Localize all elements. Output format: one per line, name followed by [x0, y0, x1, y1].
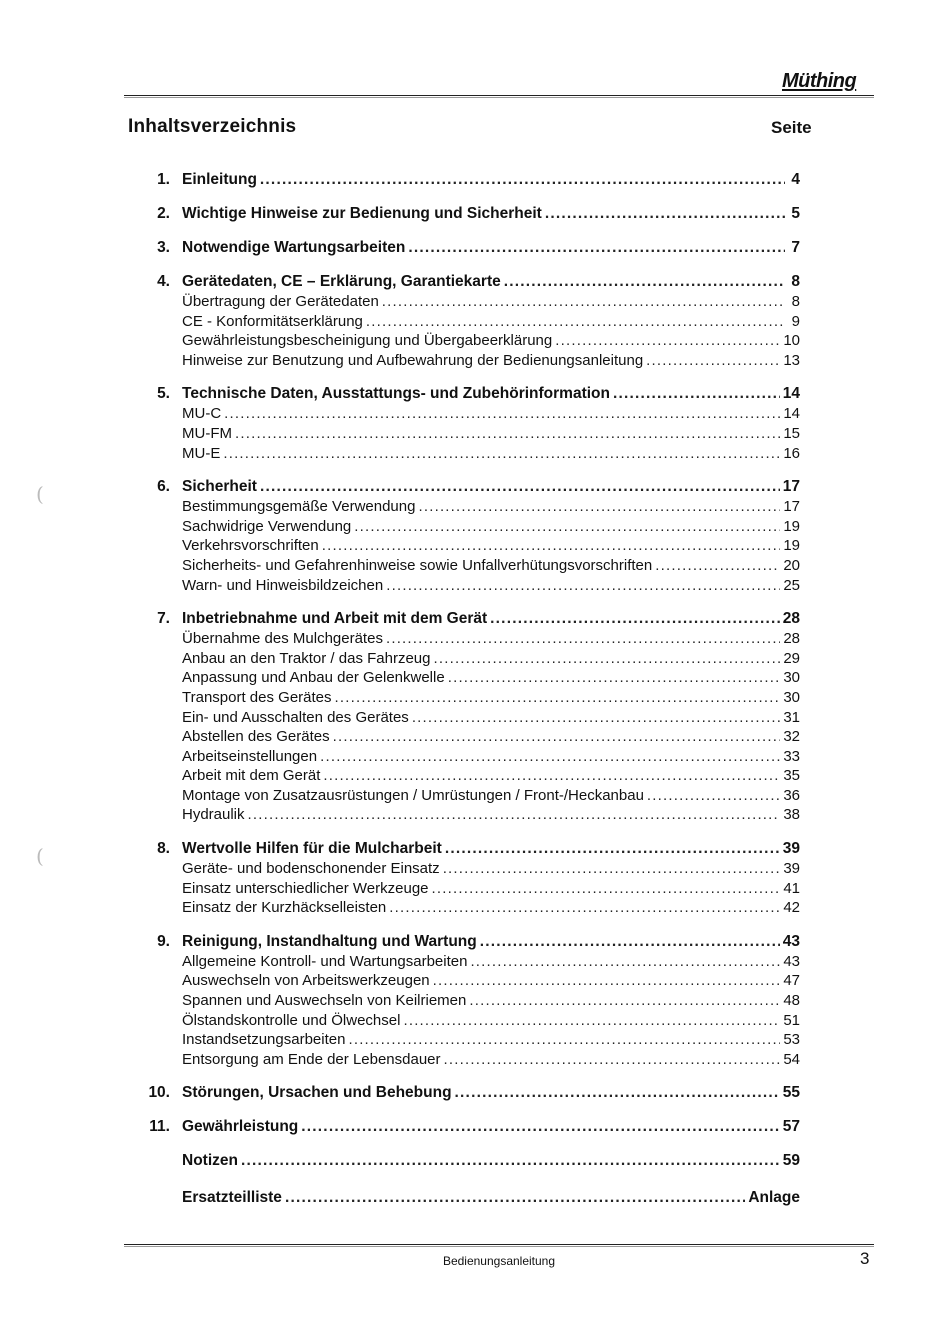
- toc-subentry-title: Sachwidrige Verwendung: [182, 517, 352, 535]
- toc-subentry-page: 54: [783, 1050, 800, 1068]
- toc-subentry-title: Hydraulik: [182, 806, 245, 824]
- toc-subentry-page: 47: [783, 972, 800, 990]
- toc-subentry[interactable]: [148, 292, 800, 312]
- toc-entry-number: 9.: [157, 932, 170, 950]
- toc-entry-title: Technische Daten, Ausstattungs- und Zubehörinformation: [182, 385, 610, 403]
- toc-subentry-page: 30: [783, 688, 800, 706]
- toc-entry-page: 17: [782, 478, 800, 496]
- toc-subentry-title: Ölstandskontrolle und Ölwechsel: [182, 1011, 401, 1029]
- leader-dots: [655, 556, 780, 576]
- leader-dots: [241, 1151, 780, 1171]
- toc-subentry[interactable]: [148, 576, 800, 596]
- toc-section: [148, 272, 800, 370]
- toc-subentry-page: 35: [783, 767, 800, 785]
- toc-subentry[interactable]: [148, 536, 800, 556]
- table-of-contents: [148, 170, 800, 1225]
- toc-entry-number: 6.: [157, 478, 170, 496]
- toc-entry[interactable]: [148, 932, 800, 952]
- leader-dots: [412, 708, 781, 728]
- leader-dots: [260, 170, 785, 190]
- toc-subentry-page: 32: [783, 728, 800, 746]
- toc-subentry-title: Arbeitseinstellungen: [182, 747, 318, 765]
- toc-subentry-page: 39: [783, 860, 800, 878]
- toc-entry-title: Einleitung: [182, 171, 257, 188]
- toc-subentry[interactable]: [148, 1050, 800, 1070]
- toc-subentry[interactable]: [148, 312, 800, 332]
- leader-dots: [224, 404, 780, 424]
- toc-subentry-title: Gewährleistungsbescheinigung und Übergabeerklärung: [182, 332, 553, 350]
- toc-subentry-title: MU-FM: [182, 424, 232, 442]
- toc-entry[interactable]: [148, 238, 800, 258]
- toc-subentry-page: 10: [783, 332, 800, 350]
- toc-subentry[interactable]: [148, 708, 800, 728]
- toc-subentry-title: Arbeit mit dem Gerät: [182, 767, 321, 785]
- toc-entry[interactable]: [148, 384, 800, 404]
- toc-subentry[interactable]: [148, 952, 800, 972]
- toc-subentry-page: 19: [783, 537, 800, 555]
- toc-entry-page: 43: [782, 932, 800, 950]
- toc-entry-number: 4.: [157, 273, 170, 290]
- toc-entry[interactable]: [148, 839, 800, 859]
- toc-subentry-title: Verkehrsvorschriften: [182, 537, 319, 555]
- toc-subentry[interactable]: [148, 688, 800, 708]
- toc-section: [148, 477, 800, 595]
- toc-subentry-title: Anpassung und Anbau der Gelenkwelle: [182, 669, 445, 687]
- toc-subentry-page: 17: [783, 498, 800, 516]
- leader-dots: [354, 517, 780, 537]
- toc-entry-page: 59: [782, 1152, 800, 1170]
- toc-section: [148, 1188, 800, 1208]
- toc-subentry-title: Anbau an den Traktor / das Fahrzeug: [182, 649, 431, 667]
- logo: [782, 70, 874, 92]
- leader-dots: [445, 839, 780, 859]
- margin-mark: (: [36, 844, 44, 868]
- leader-dots: [223, 444, 780, 464]
- leader-dots: [260, 477, 780, 497]
- leader-dots: [403, 1011, 780, 1031]
- leader-dots: [480, 932, 780, 952]
- toc-entry-number: 1.: [157, 171, 170, 188]
- leader-dots: [555, 331, 780, 351]
- toc-entry-page: 28: [782, 610, 800, 628]
- toc-subentry-page: 33: [783, 747, 800, 765]
- toc-entry-page: 4: [791, 171, 800, 188]
- toc-subentry[interactable]: [148, 331, 800, 351]
- leader-dots: [386, 629, 780, 649]
- toc-entry-page: 57: [782, 1118, 800, 1136]
- toc-entry-title: Notizen: [182, 1152, 238, 1170]
- toc-entry[interactable]: [148, 1151, 800, 1171]
- toc-subentry[interactable]: [148, 1030, 800, 1050]
- toc-subentry[interactable]: [148, 649, 800, 669]
- toc-subentry-page: 29: [783, 649, 800, 667]
- toc-subentry[interactable]: [148, 404, 800, 424]
- toc-entry-page: 39: [782, 840, 800, 858]
- leader-dots: [335, 688, 781, 708]
- toc-section: [148, 238, 800, 258]
- leader-dots: [646, 351, 780, 371]
- toc-subentry[interactable]: [148, 424, 800, 444]
- leader-dots: [323, 766, 780, 786]
- footer-rule: [124, 1244, 874, 1245]
- logo-text: Müthing: [782, 70, 857, 92]
- footer-document-type: Bedienungsanleitung: [442, 1254, 556, 1268]
- toc-entry-title: Sicherheit: [182, 478, 257, 496]
- leader-dots: [470, 952, 780, 972]
- toc-subentry-title: Auswechseln von Arbeitswerkzeugen: [182, 972, 430, 990]
- toc-subentry-title: Instandsetzungsarbeiten: [182, 1031, 346, 1049]
- toc-subentry-title: Hinweise zur Benutzung und Aufbewahrung der Bedienungsanleitung: [182, 351, 644, 369]
- toc-section: [148, 204, 800, 224]
- toc-entry[interactable]: [148, 204, 800, 224]
- toc-subentry-title: Übernahme des Mulchgerätes: [182, 630, 383, 648]
- toc-subentry-title: CE - Konformitätserklärung: [182, 312, 363, 330]
- toc-section: [148, 1117, 800, 1137]
- toc-subentry-page: 41: [783, 879, 800, 897]
- leader-dots: [434, 649, 781, 669]
- toc-entry-page: 55: [782, 1084, 800, 1102]
- leader-dots: [301, 1117, 779, 1137]
- leader-dots: [408, 238, 785, 258]
- toc-entry-title: Notwendige Wartungsarbeiten: [182, 239, 406, 256]
- leader-dots: [285, 1188, 745, 1208]
- toc-section: [148, 1151, 800, 1171]
- toc-subentry-page: 30: [783, 669, 800, 687]
- toc-entry-title: Inbetriebnahme und Arbeit mit dem Gerät: [182, 610, 488, 628]
- toc-subentry-title: MU-E: [182, 444, 221, 462]
- leader-dots: [366, 312, 785, 332]
- toc-subentry-title: Bestimmungsgemäße Verwendung: [182, 498, 416, 516]
- toc-subentry-title: Entsorgung am Ende der Lebensdauer: [182, 1050, 441, 1068]
- leader-dots: [433, 971, 781, 991]
- toc-entry-title: Wichtige Hinweise zur Bedienung und Sicherheit: [182, 205, 542, 222]
- leader-dots: [248, 805, 781, 825]
- page-column-label: Seite: [771, 118, 812, 137]
- toc-subentry-page: 25: [783, 576, 800, 594]
- toc-entry[interactable]: [148, 477, 800, 497]
- leader-dots: [545, 204, 785, 224]
- toc-subentry-page: 53: [783, 1031, 800, 1049]
- footer-page-number: 3: [860, 1249, 870, 1268]
- toc-subentry[interactable]: [148, 747, 800, 767]
- toc-subentry[interactable]: [148, 805, 800, 825]
- page-title: Inhaltsverzeichnis: [128, 116, 297, 137]
- toc-entry-title: Gewährleistung: [182, 1118, 299, 1136]
- header-rule: [124, 95, 874, 96]
- toc-subentry-title: Abstellen des Gerätes: [182, 728, 330, 746]
- leader-dots: [235, 424, 780, 444]
- toc-subentry-title: Einsatz der Kurzhäckselleisten: [182, 899, 387, 917]
- toc-subentry-title: Übertragung der Gerätedaten: [182, 293, 379, 310]
- leader-dots: [490, 609, 780, 629]
- toc-entry-number: 3.: [157, 239, 170, 256]
- toc-entry[interactable]: [148, 1188, 800, 1208]
- header-rule-secondary: [124, 97, 874, 98]
- toc-subentry-page: 14: [783, 405, 800, 423]
- toc-entry-page: Anlage: [748, 1189, 800, 1207]
- toc-subentry[interactable]: [148, 879, 800, 899]
- toc-subentry[interactable]: [148, 629, 800, 649]
- toc-subentry[interactable]: [148, 766, 800, 786]
- toc-entry-number: 7.: [157, 610, 170, 628]
- leader-dots: [469, 991, 780, 1011]
- leader-dots: [432, 879, 781, 899]
- toc-entry-title: Wertvolle Hilfen für die Mulcharbeit: [182, 840, 442, 858]
- leader-dots: [386, 576, 780, 596]
- footer-rule-secondary: [124, 1246, 874, 1247]
- toc-entry-number: 11.: [149, 1118, 170, 1136]
- leader-dots: [382, 292, 785, 312]
- toc-subentry-page: 8: [791, 293, 800, 310]
- leader-dots: [418, 497, 780, 517]
- margin-mark: (: [36, 482, 44, 506]
- toc-entry-number: 2.: [157, 205, 170, 222]
- toc-subentry[interactable]: [148, 971, 800, 991]
- toc-subentry[interactable]: [148, 898, 800, 918]
- toc-subentry-title: Spannen und Auswechseln von Keilriemen: [182, 992, 467, 1010]
- toc-subentry-page: 19: [783, 517, 800, 535]
- toc-entry[interactable]: [148, 170, 800, 190]
- leader-dots: [348, 1030, 780, 1050]
- toc-subentry-title: Sicherheits- und Gefahrenhinweise sowie Unfallverhütungsvorschriften: [182, 556, 653, 574]
- toc-section: [148, 170, 800, 190]
- toc-subentry[interactable]: [148, 517, 800, 537]
- leader-dots: [647, 786, 780, 806]
- toc-entry[interactable]: [148, 1083, 800, 1103]
- toc-subentry-page: 51: [783, 1011, 800, 1029]
- toc-entry[interactable]: [148, 609, 800, 629]
- toc-subentry[interactable]: [148, 351, 800, 371]
- toc-section: [148, 384, 800, 463]
- toc-entry-title: Gerätedaten, CE – Erklärung, Garantiekarte: [182, 273, 501, 290]
- toc-entry-title: Ersatzteilliste: [182, 1189, 282, 1207]
- toc-subentry[interactable]: [148, 727, 800, 747]
- toc-subentry[interactable]: [148, 444, 800, 464]
- toc-subentry-page: 38: [783, 806, 800, 824]
- toc-entry-page: 14: [782, 385, 800, 403]
- toc-entry[interactable]: [148, 272, 800, 292]
- toc-subentry-title: Geräte- und bodenschonender Einsatz: [182, 860, 440, 878]
- toc-section: [148, 932, 800, 1070]
- toc-entry-title: Störungen, Ursachen und Behebung: [182, 1084, 452, 1102]
- toc-subentry[interactable]: [148, 668, 800, 688]
- leader-dots: [322, 536, 781, 556]
- toc-subentry-page: 36: [783, 786, 800, 804]
- leader-dots: [455, 1083, 780, 1103]
- toc-subentry-title: Warn- und Hinweisbildzeichen: [182, 576, 384, 594]
- toc-section: [148, 839, 800, 918]
- toc-entry-number: 5.: [157, 385, 170, 403]
- toc-entry-page: 8: [791, 273, 800, 290]
- toc-subentry-page: 9: [791, 312, 800, 330]
- leader-dots: [444, 1050, 781, 1070]
- toc-entry[interactable]: [148, 1117, 800, 1137]
- toc-entry-page: 7: [791, 239, 800, 256]
- toc-subentry[interactable]: [148, 991, 800, 1011]
- toc-subentry[interactable]: [148, 497, 800, 517]
- toc-subentry[interactable]: [148, 786, 800, 806]
- leader-dots: [504, 272, 785, 292]
- leader-dots: [333, 727, 781, 747]
- leader-dots: [443, 859, 781, 879]
- toc-entry-page: 5: [791, 205, 800, 222]
- toc-subentry[interactable]: [148, 1011, 800, 1031]
- leader-dots: [613, 384, 780, 404]
- toc-section: [148, 609, 800, 825]
- toc-subentry-title: Allgemeine Kontroll- und Wartungsarbeiten: [182, 952, 468, 970]
- toc-subentry-title: Ein- und Ausschalten des Gerätes: [182, 708, 409, 726]
- toc-subentry[interactable]: [148, 859, 800, 879]
- leader-dots: [320, 747, 780, 767]
- leader-dots: [389, 898, 780, 918]
- toc-entry-number: 8.: [157, 840, 170, 858]
- toc-subentry-title: MU-C: [182, 405, 222, 423]
- toc-subentry-page: 13: [783, 351, 800, 369]
- toc-subentry-title: Einsatz unterschiedlicher Werkzeuge: [182, 879, 429, 897]
- toc-subentry-page: 15: [783, 424, 800, 442]
- toc-entry-title: Reinigung, Instandhaltung und Wartung: [182, 932, 477, 950]
- toc-subentry-page: 42: [783, 899, 800, 917]
- toc-subentry-page: 16: [783, 444, 800, 462]
- toc-subentry-page: 31: [783, 708, 800, 726]
- toc-subentry-page: 48: [783, 992, 800, 1010]
- toc-subentry-title: Montage von Zusatzausrüstungen / Umrüstungen / Front-/Heckanbau: [182, 786, 644, 804]
- toc-subentry-page: 43: [783, 952, 800, 970]
- leader-dots: [448, 668, 781, 688]
- toc-section: [148, 1083, 800, 1103]
- toc-subentry-page: 20: [783, 556, 800, 574]
- toc-subentry-title: Transport des Gerätes: [182, 688, 332, 706]
- toc-subentry[interactable]: [148, 556, 800, 576]
- toc-entry-number: 10.: [148, 1084, 170, 1102]
- toc-subentry-page: 28: [783, 630, 800, 648]
